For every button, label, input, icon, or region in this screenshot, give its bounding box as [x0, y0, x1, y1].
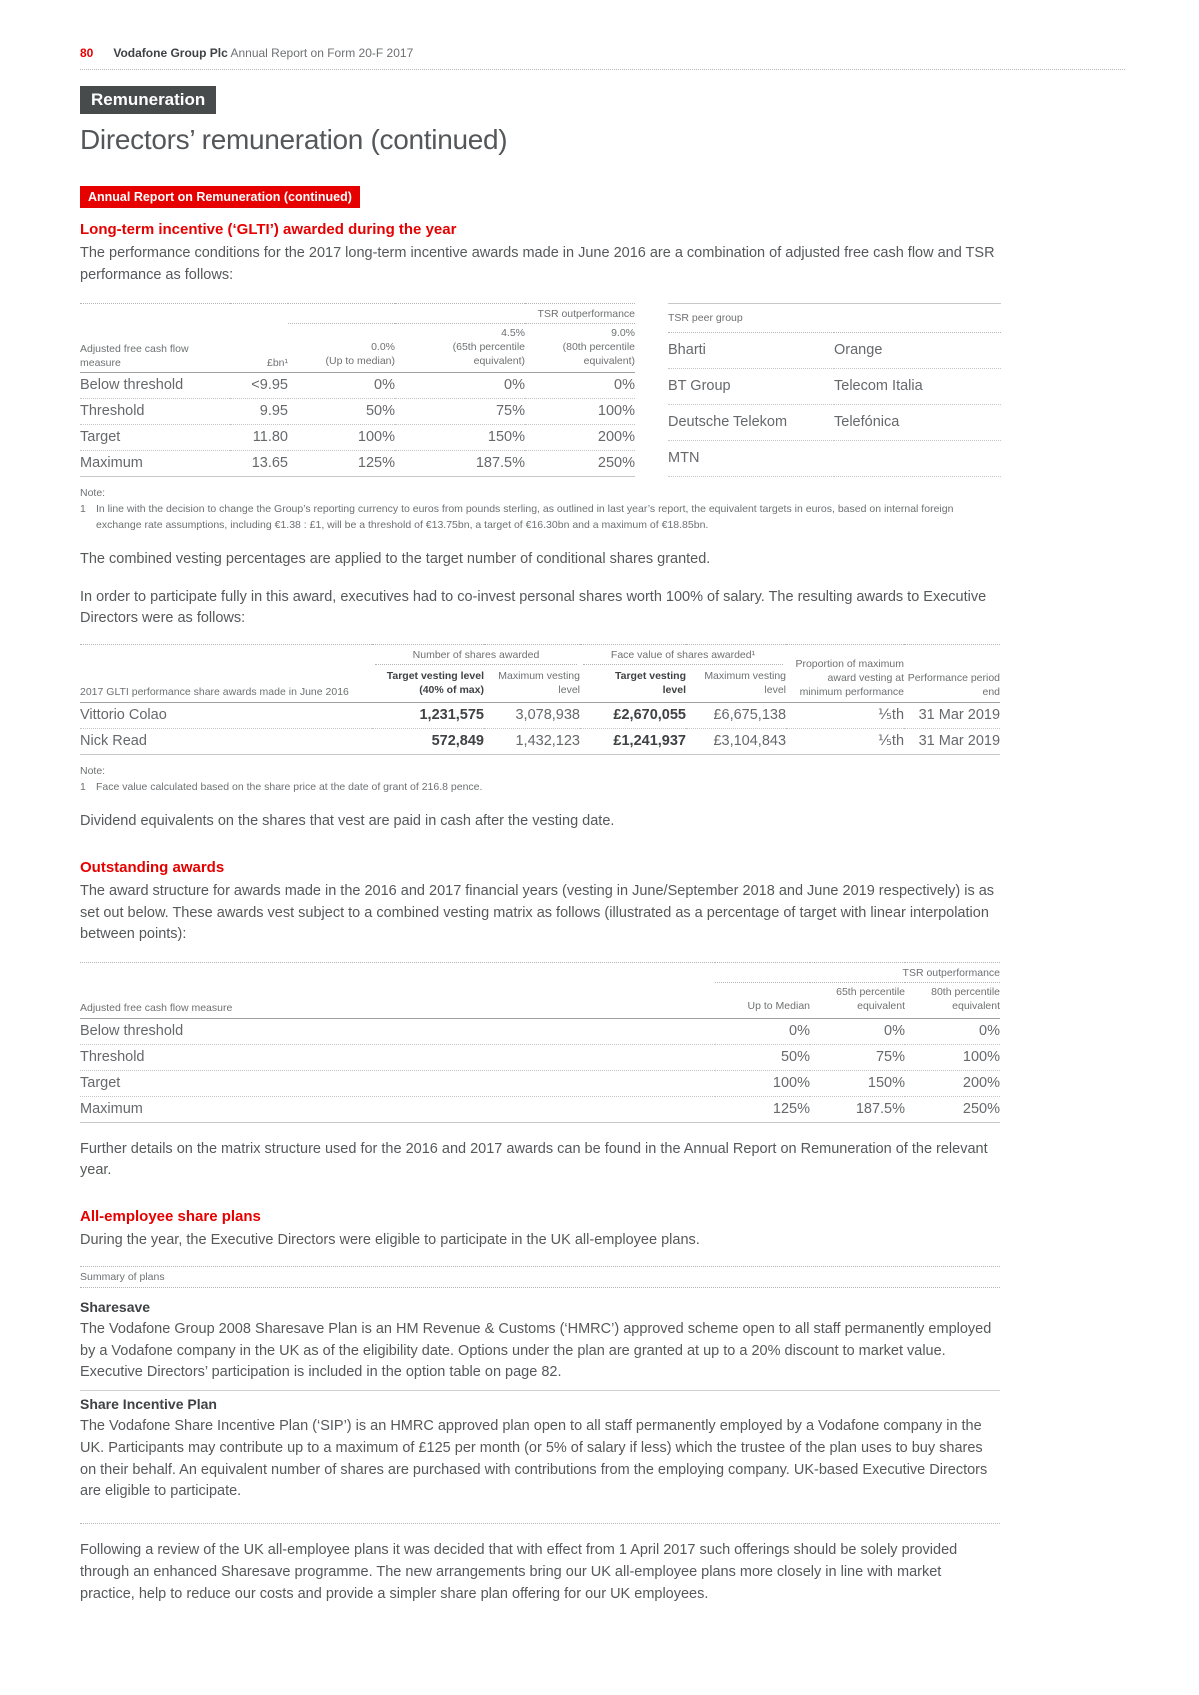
measure-cell: Below threshold [80, 373, 230, 399]
table-row [668, 332, 1001, 368]
tsr-label: (80th percentile equivalent) [562, 340, 636, 368]
peer-cell: Telecom Italia [834, 368, 1001, 404]
page-header [80, 46, 1125, 70]
note-number: 1 [80, 503, 86, 516]
running-title [113, 46, 413, 60]
value-cell: 100% [905, 1044, 1000, 1070]
measure-cell: Maximum [80, 451, 230, 477]
value-cell: 31 Mar 2019 [904, 728, 1000, 754]
table-row [80, 399, 635, 425]
value-cell: 75% [395, 399, 525, 425]
tsr-outperformance-group-header: TSR outperformance [715, 963, 1000, 983]
value-cell: 250% [525, 451, 635, 477]
measure-cell: Target [80, 425, 230, 451]
value-cell: 3,078,938 [484, 702, 580, 728]
note-label: Note: [80, 487, 106, 500]
note-number: 1 [80, 780, 86, 793]
value-cell: £2,670,055 [580, 702, 686, 728]
director-name-cell: Nick Read [80, 728, 372, 754]
face-value-group-header [580, 645, 786, 668]
divider [80, 1523, 1000, 1524]
fcf-vesting-table [80, 303, 635, 478]
value-cell: 100% [288, 425, 395, 451]
tsr-pct: 9.0% [611, 326, 636, 339]
value-cell: 187.5% [395, 451, 525, 477]
value-cell: 250% [905, 1096, 1000, 1122]
group-label: Face value of shares awarded¹ [583, 648, 783, 665]
min-vesting-col-header: Proportion of maximum award vesting at minimum performance [786, 645, 904, 703]
value-cell: ⅕th [786, 728, 904, 754]
sip-subheading: Share Incentive Plan [80, 1396, 217, 1413]
table-row [80, 1044, 1000, 1070]
value-cell: ⅕th [786, 702, 904, 728]
table-row [80, 728, 1000, 754]
outstanding-intro-paragraph: The award structure for awards made in the 2016 and 2017 financial years (vesting in June/September 2018 and June 2019 respectively) is as set out below. These awards vest subject to a combined vesting matrix as follows (illustrated as a percentage of target with linear interpolation between points): [80, 882, 995, 943]
value-cell: 11.80 [230, 425, 288, 451]
value-cell: £6,675,138 [686, 702, 786, 728]
tsr-pct: 0.0% [371, 340, 395, 353]
fcf-col-header [525, 323, 635, 373]
sharesave-paragraph: The Vodafone Group 2008 Sharesave Plan is an HM Revenue & Customs (‘HMRC’) approved scheme open to all staff permanently employed by a Vodafone company in the UK as of the eligibility date. Options under the plan are granted at up to a 20% discount to market value. Executive Directors’ participation is included in the option table on page 82. [80, 1320, 992, 1381]
table-row [80, 1096, 1000, 1122]
matrix-col-header: 65th percentile equivalent [810, 983, 905, 1018]
note-label: Note: [80, 764, 106, 777]
section-badge: Annual Report on Remuneration (continued) [80, 186, 360, 208]
matrix-measure-header: Adjusted free cash flow measure [80, 963, 715, 1019]
tsr-peer-group-table [668, 303, 1001, 478]
combined-vesting-paragraph: The combined vesting percentages are applied to the target number of conditional shares granted. [80, 550, 711, 567]
value-cell: 1,432,123 [484, 728, 580, 754]
value-cell: 9.95 [230, 399, 288, 425]
measure-cell: Maximum [80, 1096, 715, 1122]
fcf-measure-header: Adjusted free cash flow measure [80, 303, 230, 373]
peer-cell: MTN [668, 441, 834, 477]
note-text: In line with the decision to change the Group’s reporting currency to euros from pounds sterling, as outlined in last year’s report, the equivalent targets in euros, based on internal foreign exchange rate assumptions, including €1.38 : £1, will be a threshold of €13.75bn, a target of €16.30bn and a maximum of €18.85bn. [96, 503, 954, 531]
value-cell: 200% [525, 425, 635, 451]
table-row [80, 425, 635, 451]
peer-group-header: TSR peer group [668, 303, 1001, 332]
glti-awards-table [80, 644, 1000, 755]
value-cell: 0% [525, 373, 635, 399]
value-cell: 0% [715, 1018, 810, 1044]
value-cell: £1,241,937 [580, 728, 686, 754]
glti-intro-paragraph: The performance conditions for the 2017 long-term incentive awards made in June 2016 are a combination of adjusted free cash flow and TSR performance as follows: [80, 245, 995, 283]
note-block [80, 486, 1000, 533]
tsr-outperformance-group-header: TSR outperformance [288, 303, 635, 323]
tsr-pct: 4.5% [501, 326, 525, 339]
closing-paragraph: Following a review of the UK all-employee plans it was decided that with effect from 1 April 2017 such offerings should be solely provided through an enhanced Sharesave programme. The new arrangements bring our UK all-employee plans more closely in line with market practice, help to reduce our costs and provide a simpler share plan offering for our UK employees. [80, 1542, 958, 1602]
sharesave-subheading: Sharesave [80, 1298, 151, 1315]
fcf-col-header [288, 323, 395, 373]
note-text: Face value calculated based on the share price at the date of grant of 216.8 pence. [96, 780, 483, 793]
table-row [80, 702, 1000, 728]
value-cell: 0% [288, 373, 395, 399]
measure-cell: Threshold [80, 1044, 715, 1070]
value-cell: 125% [715, 1096, 810, 1122]
group-label: Number of shares awarded [375, 648, 577, 665]
table-row [80, 1070, 1000, 1096]
table-row [80, 451, 635, 477]
table-row [80, 373, 635, 399]
peer-cell: Bharti [668, 332, 834, 368]
peer-cell: Deutsche Telekom [668, 405, 834, 441]
value-cell: 572,849 [372, 728, 484, 754]
sip-paragraph: The Vodafone Share Incentive Plan (‘SIP’) is an HMRC approved plan open to all staff permanently employed by a Vodafone company in the UK. Participants may contribute up to a maximum of £125 per month (or 5% of salary if less) which the trustee of the plan uses to buy shares on their behalf. An equivalent number of shares are purchased with contributions from the employing company. UK-based Executive Directors are eligible to participate. [80, 1418, 988, 1500]
value-cell: 150% [810, 1070, 905, 1096]
table-row [80, 1018, 1000, 1044]
value-cell: 75% [810, 1044, 905, 1070]
target-value-col-header: Target vesting level [580, 667, 686, 702]
matrix-footer-paragraph: Further details on the matrix structure used for the 2016 and 2017 awards can be found in the Annual Report on Remuneration of the relevant year. [80, 1140, 988, 1179]
value-cell: 0% [810, 1018, 905, 1044]
note-block [80, 764, 1000, 795]
table-row [668, 405, 1001, 441]
value-cell: 125% [288, 451, 395, 477]
value-cell: 1,231,575 [372, 702, 484, 728]
matrix-col-header: 80th percentile equivalent [905, 983, 1000, 1018]
all-employee-intro-paragraph: During the year, the Executive Directors were eligible to participate in the UK all-employee plans. [80, 1232, 700, 1249]
fcf-col-header [395, 323, 525, 373]
report-title: Annual Report on Form 20-F 2017 [230, 46, 414, 60]
vesting-matrix-table [80, 962, 1000, 1123]
value-cell: 0% [905, 1018, 1000, 1044]
target-shares-col-header: Target vesting level (40% of max) [372, 667, 484, 702]
summary-of-plans-label: Summary of plans [80, 1267, 1000, 1288]
tsr-label: (Up to median) [325, 355, 395, 368]
co-invest-paragraph: In order to participate fully in this award, executives had to co-invest personal shares worth 100% of salary. The resulting awards to Executive Directors were as follows: [80, 588, 987, 627]
peer-cell [834, 441, 1001, 477]
glti-heading: Long-term incentive (‘GLTI’) awarded during the year [80, 221, 457, 238]
matrix-col-header: Up to Median [715, 983, 810, 1018]
director-name-cell: Vittorio Colao [80, 702, 372, 728]
value-cell: 50% [288, 399, 395, 425]
peer-cell: Telefónica [834, 405, 1001, 441]
value-cell: 150% [395, 425, 525, 451]
table-row [668, 368, 1001, 404]
measure-cell: Below threshold [80, 1018, 715, 1044]
value-cell: 13.65 [230, 451, 288, 477]
value-cell: 100% [525, 399, 635, 425]
period-end-col-header: Performance period end [904, 645, 1000, 703]
measure-cell: Threshold [80, 399, 230, 425]
max-value-col-header: Maximum vesting level [686, 667, 786, 702]
value-cell: 50% [715, 1044, 810, 1070]
outstanding-awards-heading: Outstanding awards [80, 858, 225, 876]
all-employee-heading: All-employee share plans [80, 1208, 261, 1226]
dividend-paragraph: Dividend equivalents on the shares that vest are paid in cash after the vesting date. [80, 813, 615, 830]
max-shares-col-header: Maximum vesting level [484, 667, 580, 702]
shares-awarded-group-header [372, 645, 580, 668]
fcf-unit-header: £bn¹ [230, 303, 288, 373]
peer-cell: Orange [834, 332, 1001, 368]
value-cell: 187.5% [810, 1096, 905, 1122]
divider [80, 1390, 1000, 1391]
value-cell: 200% [905, 1070, 1000, 1096]
section-tag: Remuneration [80, 86, 216, 114]
value-cell: £3,104,843 [686, 728, 786, 754]
page-title: Directors’ remuneration (continued) [80, 124, 508, 155]
brand-name: Vodafone Group Plc [113, 46, 228, 60]
value-cell: 100% [715, 1070, 810, 1096]
table-row [668, 441, 1001, 477]
page-number: 80 [80, 46, 94, 60]
value-cell: 0% [395, 373, 525, 399]
value-cell: 31 Mar 2019 [904, 702, 1000, 728]
peer-cell: BT Group [668, 368, 834, 404]
measure-cell: Target [80, 1070, 715, 1096]
tsr-label: (65th percentile equivalent) [452, 340, 525, 368]
value-cell: <9.95 [230, 373, 288, 399]
awards-caption: 2017 GLTI performance share awards made in June 2016 [80, 645, 372, 703]
